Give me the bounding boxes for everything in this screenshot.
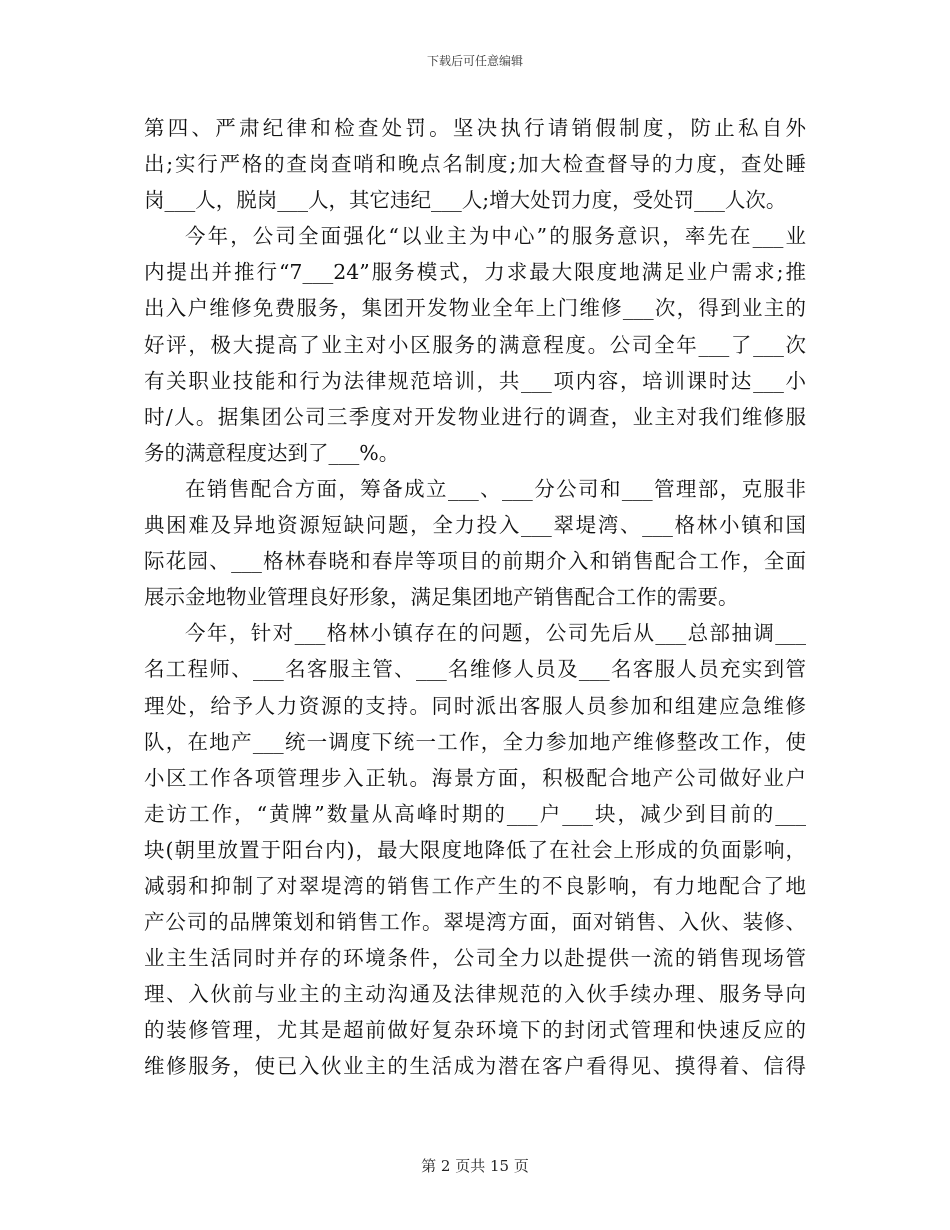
text-line: 业主生活同时并存的环境条件，公司全力以赴提供一流的销售现场管	[144, 946, 806, 971]
text-line: 块(朝里放置于阳台内)，最大限度地降低了在社会上形成的负面影响，	[144, 837, 806, 862]
document-body	[144, 110, 806, 1085]
page-number-footer: 第 2 页共 15 页	[421, 1157, 529, 1175]
text-line: 在销售配合方面，筹备成立___、___分公司和___管理部，克服非	[185, 476, 806, 501]
text-line: 务的满意程度达到了___%。	[144, 440, 400, 465]
text-line: 第四、严肃纪律和检查处罚。坚决执行请销假制度，防止私自外	[144, 116, 806, 140]
text-line: 小区工作各项管理步入正轨。海景方面，积极配合地产公司做好业户	[144, 765, 806, 790]
text-line: 时/人。据集团公司三季度对开发物业进行的调查，业主对我们维修服	[144, 404, 806, 429]
text-line: 产公司的品牌策划和销售工作。翠堤湾方面，面对销售、入伙、装修、	[144, 910, 806, 935]
text-line: 维修服务，使已入伙业主的生活成为潜在客户看得见、摸得着、信得	[144, 1054, 806, 1079]
page-header: 下载后可任意编辑	[426, 54, 523, 68]
text-line: 名工程师、___名客服主管、___名维修人员及___名客服人员充实到管	[144, 657, 806, 682]
text-line: 岗___人，脱岗___人，其它违纪___人;增大处罚力度，受处罚___人次。	[144, 188, 787, 213]
text-line: 理、入伙前与业主的主动沟通及法律规范的入伙手续办理、服务导向	[144, 982, 806, 1007]
text-line: 好评，极大提高了业主对小区服务的满意程度。公司全年___了___次	[144, 332, 806, 357]
text-line: 减弱和抑制了对翠堤湾的销售工作产生的不良影响，有力地配合了地	[144, 873, 806, 898]
text-line: 典困难及异地资源短缺问题，全力投入___翠堤湾、___格林小镇和国	[144, 513, 806, 538]
text-line: 理处，给予人力资源的支持。同时派出客服人员参加和组建应急维修	[144, 693, 806, 718]
text-line: 际花园、___格林春晓和春岸等项目的前期介入和销售配合工作，全面	[144, 549, 806, 574]
text-line: 队，在地产___统一调度下统一工作，全力参加地产维修整改工作，使	[144, 729, 806, 754]
text-line: 有关职业技能和行为法律规范培训，共___项内容，培训课时达___小	[144, 368, 806, 393]
text-line: 内提出并推行“7___24”服务模式，力求最大限度地满足业户需求;推	[144, 260, 806, 285]
text-line: 出;实行严格的查岗查哨和晚点名制度;加大检查督导的力度，查处睡	[144, 152, 806, 177]
text-line: 的装修管理，尤其是超前做好复杂环境下的封闭式管理和快速反应的	[144, 1018, 806, 1043]
text-line: 今年，针对___格林小镇存在的问题，公司先后从___总部抽调___	[185, 621, 806, 646]
text-line: 出入户维修免费服务，集团开发物业全年上门维修___次，得到业主的	[144, 296, 806, 321]
text-line: 展示金地物业管理良好形象，满足集团地产销售配合工作的需要。	[144, 585, 739, 610]
text-line: 走访工作，“黄牌”数量从高峰时期的___户___块，减少到目前的___	[144, 801, 806, 826]
text-line: 今年，公司全面强化“以业主为中心”的服务意识，率先在___业	[185, 224, 806, 249]
